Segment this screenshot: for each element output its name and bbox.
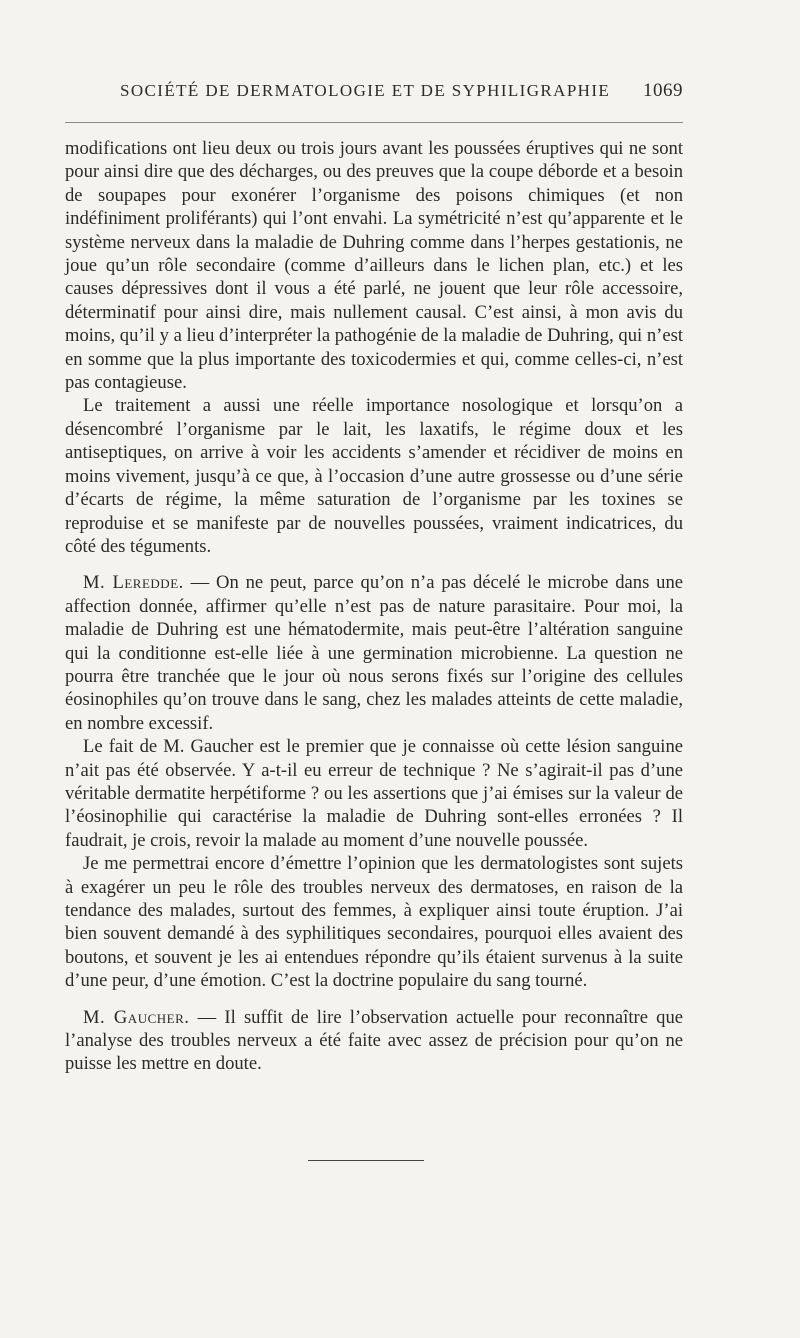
running-header: [120, 80, 683, 110]
paragraph: Je me permettrai encore d’émettre l’opinion que les dermatologistes sont sujets à exagérer un peu le rôle des troubles nerveux des dermatoses, en raison de la tendance des malades, surtout des femmes, à expliquer ainsi toute éruption. J’ai bien souvent demandé à des syphilitiques secondaires, pourquoi elles avaient des boutons, et souvent je les ai entendues répondre qu’ils étaient survenus à la suite d’une peur, d’une émotion. C’est la doctrine populaire du sang tourné.: [65, 853, 683, 992]
speaker-name: M. Gaucher.: [83, 1006, 190, 1028]
speaker-name: M. Leredde.: [83, 572, 184, 594]
section-end-rule: [308, 1160, 424, 1161]
page-number: 1069: [643, 80, 683, 101]
paragraph-continuation: modifications ont lieu deux ou trois jours avant les poussées éruptives qui ne sont pour ainsi dire que des décharges, ou des preuves que la coupe déborde et a besoin de soupapes pour exonérer l’organisme des poisons chimiques (et non indéfiniment proliférants) qui l’ont envahi. La symétricité n’est qu’apparente et le système nerveux dans la maladie de Duhring comme dans l’herpes gestationis, ne joue qu’un rôle secondaire (comme d’ailleurs dans le lichen plan, etc.) et les causes dépressives dont il vous a été parlé, ne jouent que leur rôle accessoire, déterminatif pour ainsi dire, mais nullement causal. C’est ainsi, à mon avis du moins, qu’il y a lieu d’interpréter la pathogénie de la maladie de Duhring, qui n’est en somme que la plus importante des toxicodermies et qui, comme celles-ci, n’est pas contagieuse.: [65, 138, 683, 394]
paragraph-speaker-gaucher: [65, 1006, 683, 1076]
paragraph: Le traitement a aussi une réelle importance nosologique et lorsqu’on a désencombré l’organisme par le lait, les laxatifs, le régime doux et les antiseptiques, on arrive à voir les accidents s’amender et récidiver de moins en moins vivement, jusqu’à ce que, à l’occasion d’une autre grossesse ou d’une série d’écarts de régime, la même saturation de l’organisme par les toxines se reproduise et se manifeste par de nouvelles poussées, vraiment indicatrices, du côté des téguments.: [65, 395, 683, 557]
body-text: [65, 137, 683, 1076]
header-title: SOCIÉTÉ DE DERMATOLOGIE ET DE SYPHILIGRAPHIE: [120, 81, 611, 100]
paragraph-speaker-leredde: [65, 571, 683, 735]
header-rule: [65, 122, 683, 123]
paragraph: Le fait de M. Gaucher est le premier que je connaisse où cette lésion sanguine n’ait pas été observée. Y a-t-il eu erreur de technique ? Ne s’agirait-il pas d’une véritable dermatite herpétiforme ? ou les assertions que j’ai émises sur la valeur de l’éosinophilie qui caractérise la maladie de Duhring sont-elles erronées ? Il faudrait, je crois, revoir la malade au moment d’une nouvelle poussée.: [65, 736, 683, 851]
speaker-text: — On ne peut, parce qu’on n’a pas décelé le microbe dans une affection donnée, affirmer qu’elle n’est pas de nature parasitaire. Pour moi, la maladie de Duhring est une hématodermite, mais peut-être l’altération sanguine qui la conditionne est-elle liée à une germination microbienne. La question ne pourra être tranchée que le jour où nous serons fixés sur l’origine des cellules éosinophiles qu’on trouve dans le sang, chez les malades atteints de cette maladie, en nombre excessif.: [65, 572, 684, 734]
speaker-text: — Il suffit de lire l’observation actuelle pour reconnaître que l’analyse des troubles nerveux a été faite avec assez de précision pour qu’on ne puisse les mettre en doute.: [65, 1006, 683, 1075]
